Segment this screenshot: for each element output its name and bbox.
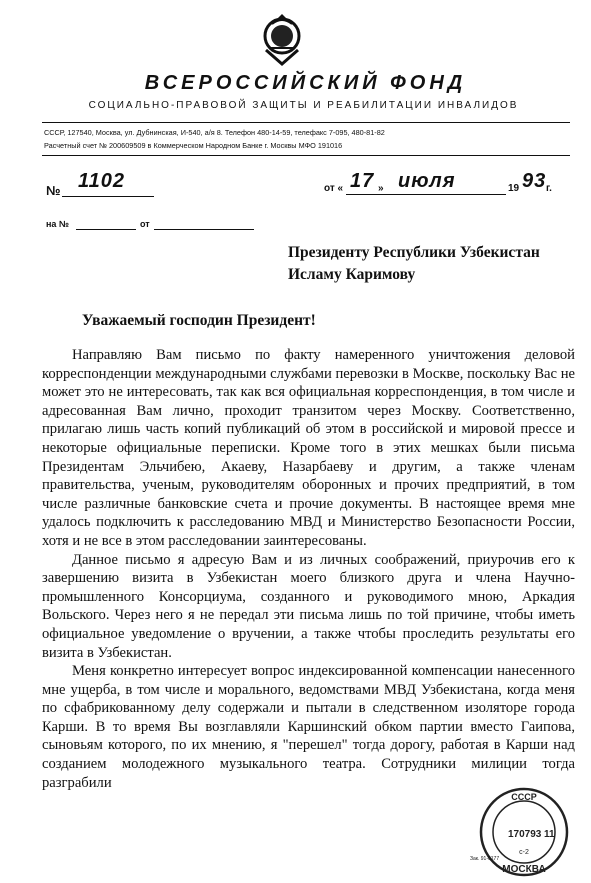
letterhead-rule-bottom [42,155,570,156]
stamp-sub: с-2 [519,849,529,856]
postal-stamp [478,786,570,878]
letterhead-subtitle: СОЦИАЛЬНО-ПРАВОВОЙ ЗАЩИТЫ И РЕАБИЛИТАЦИИ ИНВАЛИДОВ [88,100,519,111]
letterhead-rule-top [42,122,570,123]
year-prefix: 19 [508,183,520,194]
stamp-date: 170793 [508,829,542,840]
letter-number: 1102 [78,170,126,192]
date-year: 93 [522,170,547,192]
recipient-line-2: Исламу Каримову [288,266,416,283]
letterhead-account: Расчетный счет № 200609509 в Коммерческом Народном Банке г. Москвы МФО 191016 [44,141,343,150]
date-day: 17 [350,170,375,192]
year-suffix: г. [546,183,552,194]
letterhead-title: ВСЕРОССИЙСКИЙ ФОНД [144,72,467,94]
date-month: июля [398,170,456,192]
number-underline [62,196,154,197]
ref-number-line [76,229,136,230]
ref-from-label: от [140,219,150,229]
letter-body [42,346,575,792]
paragraph-1: Направляю Вам письмо по факту намеренного уничтожения деловой корреспонденции международными службами перевозки в Москве, поскольку Вас не может это не интересовать, так как вся официальная корреспонденция, в том числе и адресованная Вам лично, проходит транзитом через Москву. Соответственно, прилагаю лишь часть копий публикаций об этом в российской и мировой прессе и некоторые официальные переписки. Кроме того в этих мешках были письма Президентам Эльчибею, Акаеву, Назарбаеву и другим, а также членам правительства, ученым, руководителям оборонных и прочих предприятий, в том числе различные банковские счета и прочие документы. В настоящее время мне удалось подключить к расследованию МВД и Министерство Безопасности России, хотя и не все в этом расследовании заинтересованы. [42,347,575,549]
ref-from-line [154,229,254,230]
date-mid: » [378,183,384,194]
stamp-city: МОСКВА [502,864,546,875]
print-footnote: Зак. 91-6177 [470,856,500,862]
greeting: Уважаемый господин Президент! [82,312,316,329]
stamp-top-text: СССР [511,792,537,802]
coat-of-arms-emblem [258,14,306,66]
recipient-block [288,242,540,286]
paragraph-2: Данное письмо я адресую Вам и из личных соображений, приурочив его к завершению визита в Узбекистан моего близкого друга и члена Научно-промышленного Консорциума, созданного и руководимого мною, Аркадия Вольского. Через него я не передал эти письма лишь по той причине, чтобы иметь официальное уведомление о вручении, а также чтобы проследить результаты его визита в Узбекистан. [42,551,575,661]
paragraph-3: Меня конкретно интересует вопрос индексированной компенсации нанесенного мне ущерба, в том числе и морального, ведомствами МВД Узбекистана, когда меня по сфабрикованному делу содержали и пытали в следственном изоляторе города Карши. В то время Вы возглавляли Каршинский обком партии вместо Гаипова, сыновьям которого, по их мнению, я "перешел" тогда дорогу, работая в Карши над созданием молодежного музыкального театра. Сотрудники милиции тогда разграбили [42,663,575,791]
date-prefix: от « [324,183,344,194]
stamp-number: 11 [544,829,555,840]
letterhead-address: СССР, 127540, Москва, ул. Дубнинская, И-540, а/я 8. Телефон 480-14-59, телефакс 7-095, 480-81-82 [44,128,385,137]
recipient-line-1: Президенту Республики Узбекистан [288,244,540,261]
date-underline [346,194,506,195]
number-prefix: № [46,183,61,198]
ref-number-label: на № [46,219,69,229]
